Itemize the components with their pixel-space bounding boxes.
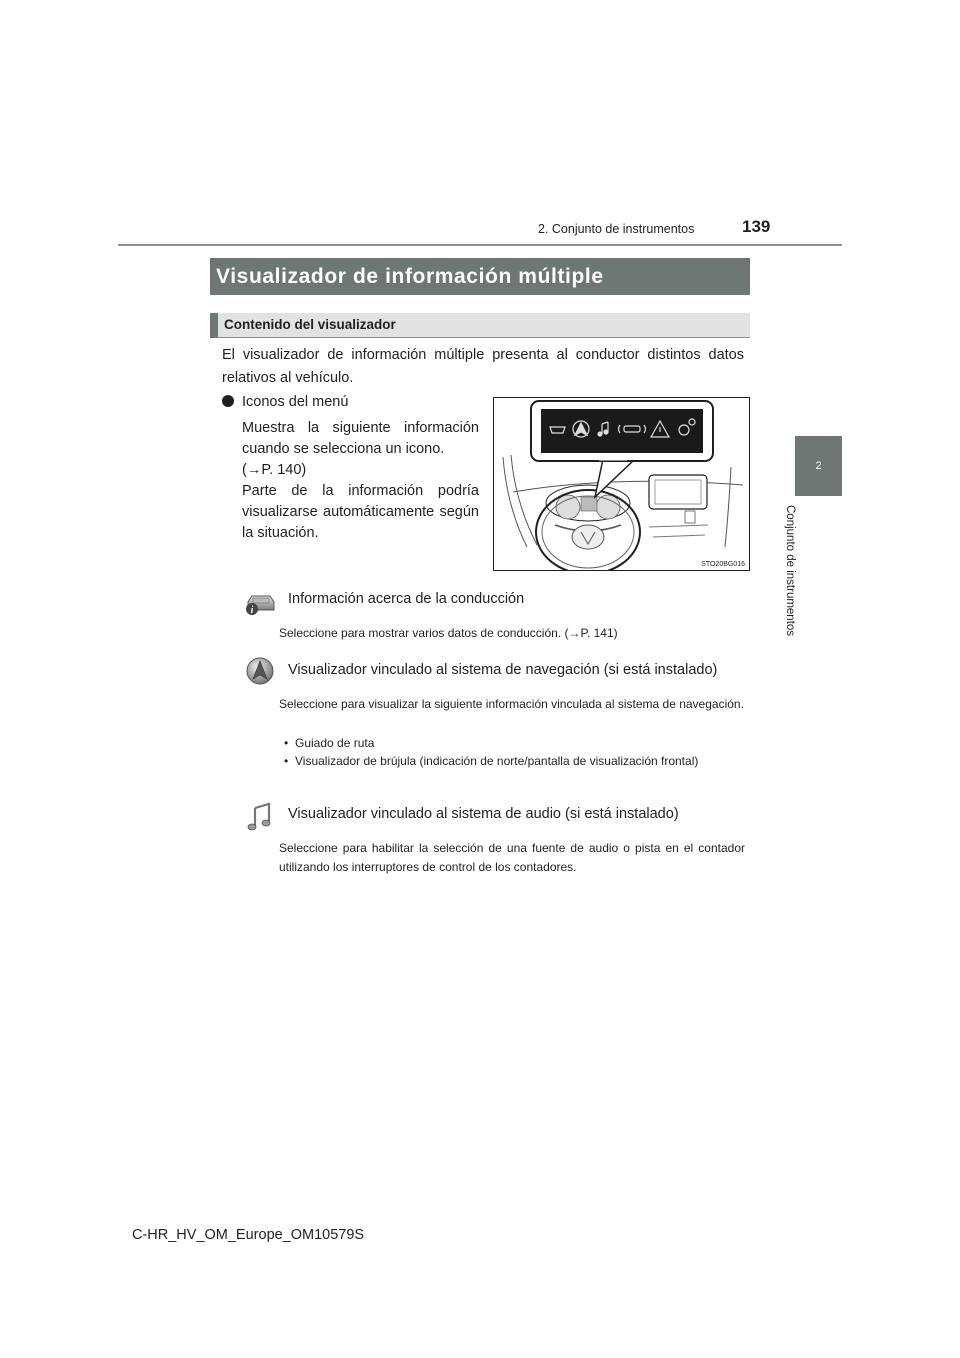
figure-code: STO20BG016 [701,561,745,568]
page-title: Visualizador de información múltiple [210,258,750,295]
header-divider [118,244,842,246]
entry-description-audio: Seleccione para habilitar la selección de una fuente de audio o pista en el contador utilizando los interruptores de control de los contadores. [279,841,745,874]
navigation-info-list [279,734,745,770]
entry-description-navigation: Seleccione para visualizar la siguiente información vinculada al sistema de navegación. [279,697,744,711]
entry-heading-navigation: Visualizador vinculado al sistema de navegación (si está instalado) [288,662,718,678]
entry-heading-driving: Información acerca de la conducción [288,591,525,607]
list-item: • Visualizador de brújula (indicación de norte/pantalla de visualización frontal) [279,752,745,770]
bullet-line: Muestra la siguiente información cuando se selecciona un icono. [242,420,479,457]
intro-paragraph: El visualizador de información múltiple presenta al conductor distintos datos relativos al vehículo. [222,347,744,386]
chapter-label-text: Conjunto de instrumentos [784,505,796,637]
navigation-icon [244,655,276,687]
bullet-dot-icon [222,395,234,407]
list-item: • Guiado de ruta [279,734,745,752]
music-note-icon [244,800,276,832]
bullet-heading [222,394,348,410]
running-header: 2. Conjunto de instrumentos [538,222,695,236]
svg-text:i: i [250,605,254,616]
chapter-number: 2 [815,460,822,472]
dashboard-illustration [493,397,750,571]
entry-heading-audio: Visualizador vinculado al sistema de audio (si está instalado) [288,806,679,822]
chapter-label [784,505,808,655]
dashboard-drawing [493,397,750,571]
bullet-heading-text: Iconos del menú [242,394,349,410]
bullet-body [242,418,479,544]
subsection-heading [210,313,750,338]
subsection-marker [210,313,218,338]
car-info-icon [244,586,276,618]
page-number: 139 [742,217,771,236]
entry-description-driving: Seleccione para mostrar varios datos de conducción. (→P. 141) [279,626,618,640]
bullet-line: (→P. 140) [242,462,307,478]
chapter-tab [795,436,842,496]
bullet-line: Parte de la información podría visualizarse automáticamente según la situación. [242,483,479,541]
subsection-title: Contenido del visualizador [224,317,396,332]
document-code: C-HR_HV_OM_Europe_OM10579S [132,1227,365,1243]
